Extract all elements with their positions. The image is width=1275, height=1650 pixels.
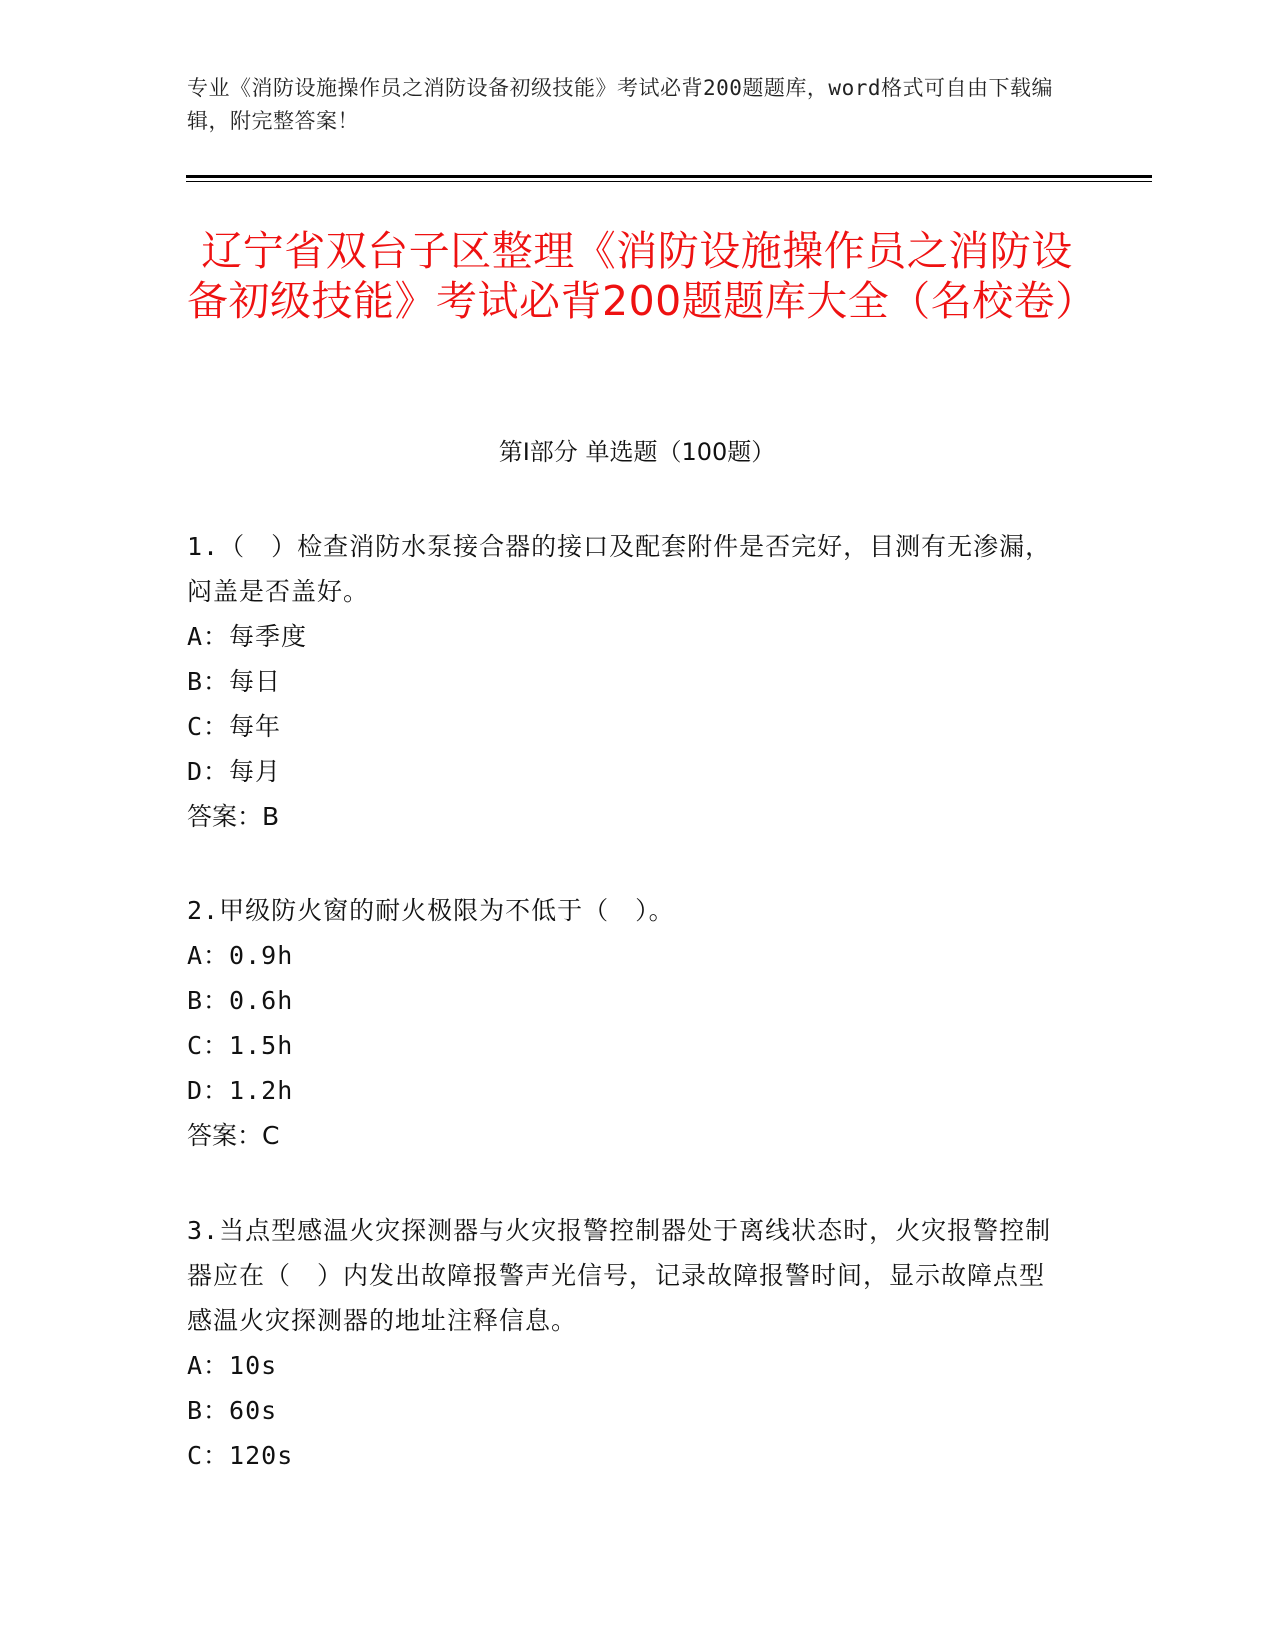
option-c: C：1.5h bbox=[187, 1031, 294, 1060]
option-c: C：每年 bbox=[187, 712, 282, 741]
option-c: C：120s bbox=[187, 1441, 294, 1470]
answer: 答案：C bbox=[187, 1121, 280, 1150]
question-stem: 1.（ ）检查消防水泵接合器的接口及配套附件是否完好，目测有无渗漏，闷盖是否盖好。 bbox=[187, 532, 1052, 606]
option-a: A：10s bbox=[187, 1351, 278, 1380]
option-b: B：每日 bbox=[187, 667, 282, 696]
document-title: 辽宁省双台子区整理《消防设施操作员之消防设备初级技能》考试必背200题题库大全（名校卷） bbox=[187, 227, 1097, 325]
section-title: 第I部分 单选题（100题） bbox=[498, 438, 776, 466]
header-note: 专业《消防设施操作员之消防设备初级技能》考试必背200题题库，word格式可自由下载编辑，附完整答案！ bbox=[187, 76, 1053, 133]
question-2 bbox=[187, 888, 1067, 1158]
option-d: D：每月 bbox=[187, 757, 282, 786]
question-stem: 3.当点型感温火灾探测器与火灾报警控制器处于离线状态时，火灾报警控制器应在（ ）内发出故障报警声光信号，记录故障报警时间，显示故障点型感温火灾探测器的地址注释信息。 bbox=[187, 1216, 1052, 1335]
question-stem: 2.甲级防火窗的耐火极限为不低于（ ）。 bbox=[187, 896, 675, 925]
option-d: D：1.2h bbox=[187, 1076, 294, 1105]
option-a: A：0.9h bbox=[187, 941, 294, 970]
header-rule-thin bbox=[186, 181, 1152, 182]
answer: 答案：B bbox=[187, 802, 280, 831]
header-rule-thick bbox=[186, 175, 1152, 178]
option-a: A：每季度 bbox=[187, 622, 308, 651]
question-3 bbox=[187, 1208, 1067, 1478]
question-1 bbox=[187, 524, 1067, 839]
option-b: B：60s bbox=[187, 1396, 278, 1425]
option-b: B：0.6h bbox=[187, 986, 294, 1015]
